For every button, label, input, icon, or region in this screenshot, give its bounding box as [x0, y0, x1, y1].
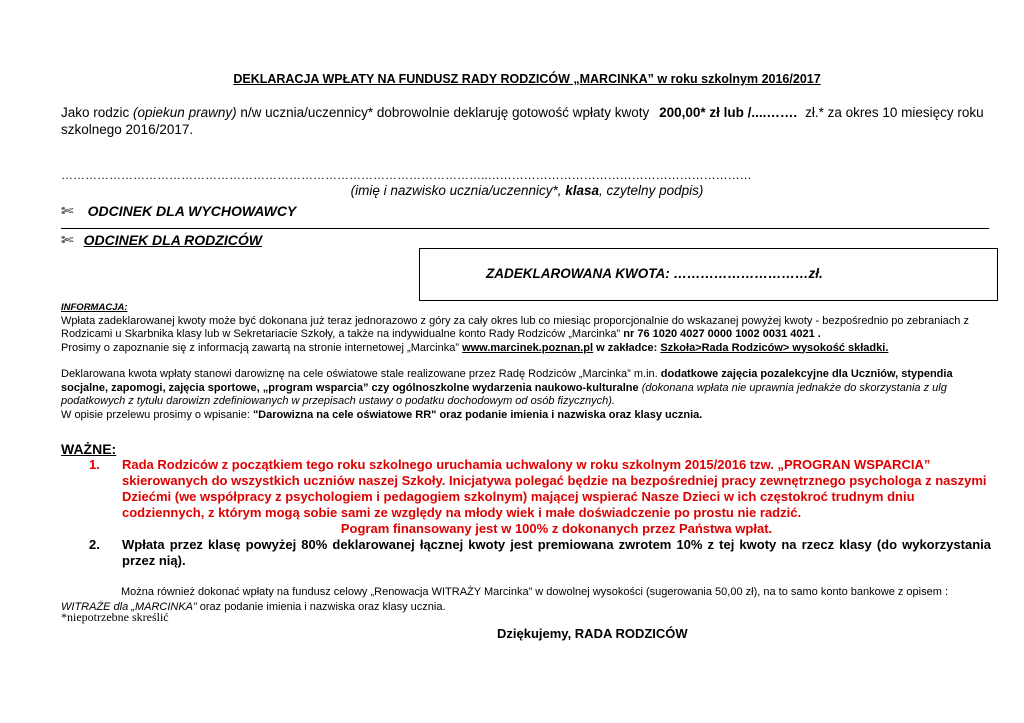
- info-heading: INFORMACJA:: [61, 302, 128, 313]
- important-list: [61, 457, 991, 569]
- cut-divider: [61, 228, 989, 229]
- transfer-description: "Darowizna na cele oświatowe RR" oraz podanie imienia i nazwiska oraz klasy ucznia.: [252, 408, 703, 421]
- signature-caption: [0, 183, 1024, 198]
- footnote: *niepotrzebne skreślić: [61, 610, 169, 624]
- donation-purposes: dodatkowe zajęcia pozalekcyjne dla Uczniów, stypendia socjalne, zapomogi, zajęcia sportowe, „program wsparcia” czy ogólnoszkolne wydarzenia naukowo-kulturalne: [61, 368, 953, 394]
- donation-text2: W opisie przelewu prosimy o wpisanie:: [61, 408, 253, 421]
- stained-glass-section: [61, 585, 996, 615]
- cut-section-parents: [61, 231, 262, 249]
- caption-c: , czytelny podpis): [599, 183, 704, 198]
- intro-part3: zł.* za okres 10 miesięcy roku szkolnego 2016/2017.: [61, 105, 984, 137]
- bank-account: nr 76 1020 4027 0000 1002 0031 4021 .: [623, 328, 821, 340]
- signature-line: ……………………………………………………………………………………………..…………………………………………………………: [61, 168, 752, 182]
- intro-part2: n/w ucznia/uczennicy* dobrowolnie deklaruję gotowość wpłaty kwoty: [236, 105, 650, 120]
- caption-class: klasa: [565, 183, 600, 198]
- list-item: [61, 457, 991, 521]
- witraze-description: WITRAŻE dla „MARCINKA”: [61, 601, 197, 613]
- witraze-text1: Można również dokonać wpłaty na fundusz celowy „Renowacja WITRAŻY Marcinka” w dowolnej wysokości (sugerowania 50,00 zł), na to samo konto bankowe z opisem :: [121, 586, 949, 598]
- intro-part1: Jako rodzic: [61, 105, 134, 120]
- scissors-icon: ✄: [61, 203, 74, 220]
- donation-section: [61, 368, 996, 422]
- cut-section-teacher: [61, 202, 296, 220]
- list-item: [61, 537, 991, 569]
- support-program-text: Rada Rodziców z początkiem tego roku szkolnego uruchamia uchwalony w roku szkolnym 2015/2016 tzw. „PROGRAN WSPARCIA” skierowanych do wszystkich uczniów naszej Szkoły. Inicjatywa polegać będzie na bezpośredniej pracy zewnętrznego psychologa z naszymi Dziećmi (we współpracy z psychologiem i pedagogiem szkolnym) mającej wspierać Nasze Dzieci w ich częstokroć trudnym dniu codziennych, z którym mogą sobie sami ze względy na młody wiek i małe doświadczenie po prostu nie radzić.: [122, 457, 987, 520]
- info-text1: Wpłata zadeklarowanej kwoty może być dokonana już teraz jednorazowo z góry za cały okres lub co miesiąc proporcjonalnie do wskazanej powyżej kwoty - bezpośrednio po zebraniach z Rodzicami u Skarbnika klasy lub w Sekretariacie Szkoły, a także na indywidualne konto Rady Rodziców „Marcinka”: [61, 314, 969, 340]
- thanks-signature: Dziękujemy, RADA RODZICÓW: [497, 626, 688, 641]
- declaration-text: [61, 104, 991, 138]
- cut-parents-label: ODCINEK DLA RODZICÓW: [83, 232, 262, 248]
- scissors-icon: ✄: [61, 232, 74, 249]
- declared-amount-box: [419, 248, 998, 301]
- intro-amount: 200,00* zł lub /....…….: [659, 105, 798, 120]
- important-heading: WAŻNE:: [61, 441, 117, 457]
- caption-a: (imię i nazwisko ucznia/uczennicy*,: [350, 183, 566, 198]
- donation-tax-note: (dokonana wpłata nie uprawnia jednakże do skorzystania z ulg podatkowych z tytułu darowizn zdefiniowanych w przepisach ustawy o podatku dochodowym od osób fizycznych).: [61, 381, 947, 407]
- document-title: DEKLARACJA WPŁATY NA FUNDUSZ RADY RODZICÓW „MARCINKA” w roku szkolnym 2016/2017: [233, 72, 821, 86]
- website-path: Szkoła>Rada Rodziców> wysokość składki.: [660, 341, 889, 354]
- donation-text1: Deklarowana kwota wpłaty stanowi darowiznę na cele oświatowe stale realizowane przez Radę Rodziców „Marcinka” m.in.: [61, 368, 661, 380]
- info-text2: Prosimy o zapoznanie się z informacją zawartą na stronie internetowej „Marcinka”: [61, 341, 463, 354]
- information-section: [61, 301, 996, 355]
- intro-guardian: (opiekun prawny): [133, 105, 237, 120]
- list-number: 2.: [89, 537, 100, 552]
- declared-amount-text: ZADEKLAROWANA KWOTA: …………………………zł.: [486, 266, 823, 281]
- witraze-text2: oraz podanie imienia i nazwiska oraz klasy ucznia.: [196, 601, 446, 613]
- info-text3: w zakładce:: [593, 341, 661, 354]
- class-bonus-text: Wpłata przez klasę powyżej 80% deklarowanej łącznej kwoty jest premiowana zwrotem 10% z tej kwoty na rzecz klasy (do wykorzystania przez nią).: [122, 537, 991, 568]
- cut-teacher-label: ODCINEK DLA WYCHOWAWCY: [87, 203, 297, 219]
- list-number: 1.: [89, 457, 100, 472]
- website-link[interactable]: www.marcinek.poznan.pl: [462, 341, 594, 354]
- program-financing-note: Pogram finansowany jest w 100% z dokonanych przez Państwa wpłat.: [340, 521, 773, 536]
